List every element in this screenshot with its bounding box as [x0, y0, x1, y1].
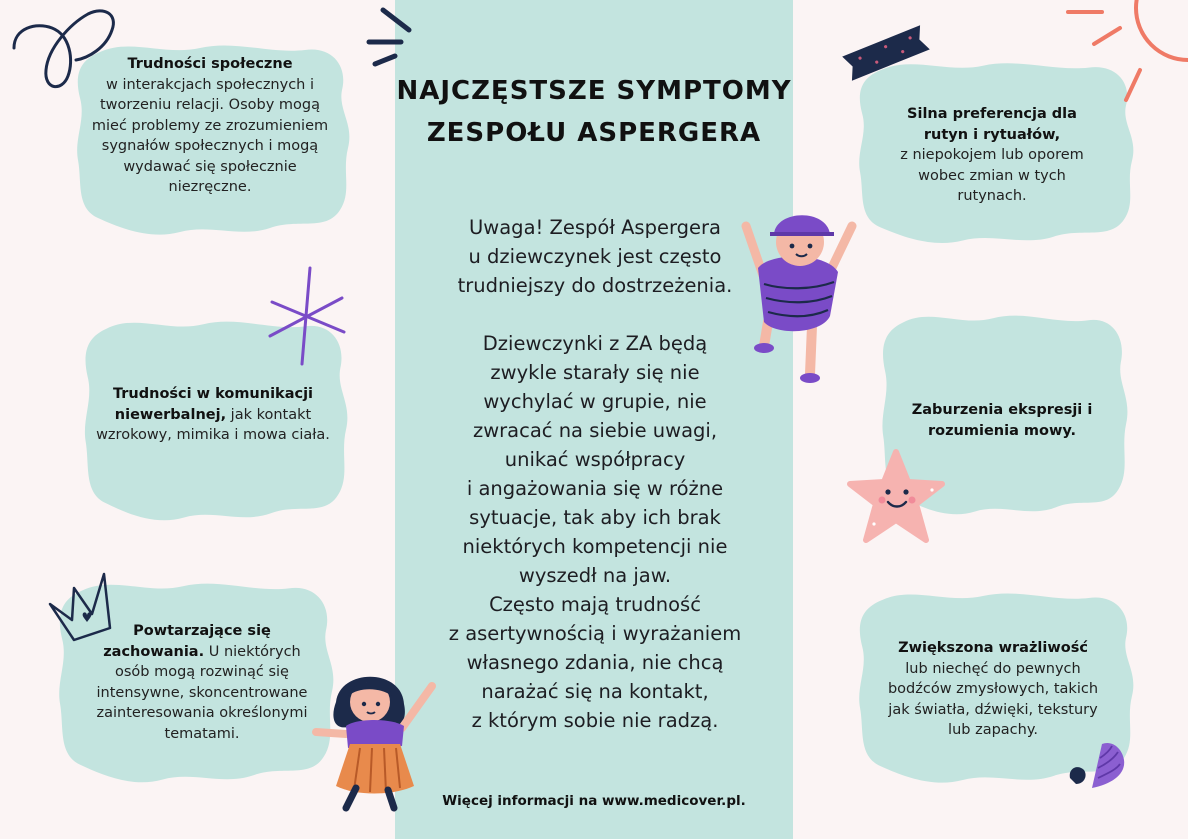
symptom-social-title: Trudności społeczne	[127, 56, 293, 72]
symptom-routine-desc: z niepokojem lub oporem wobec zmian w tych rutynach.	[900, 147, 1084, 204]
child-boy-illustration	[740, 206, 864, 388]
girls-description: Dziewczynki z ZA będą zwykle starały się nie wychylać w grupie, nie zwracać na siebie uwagi, unikać współpracy i angażowania się w różne sytuacje, tak aby ich brak niektórych kompetencji nie wyszedł na jaw. Często mają trudność z asertywnością i wyrażaniem własnego zdania, nie chcą narażać się na kontakt, z którym sobie nie radzą.	[448, 332, 742, 732]
sparkle-star-icon	[262, 262, 352, 372]
tape-strip-icon	[838, 20, 934, 86]
symptom-nonverbal-text	[93, 384, 333, 446]
dash-marks-icon	[365, 4, 425, 74]
symptom-repetitive-text	[92, 621, 312, 744]
symptom-repetitive-desc: U niektórych osób mogą rozwinąć się intensywne, skoncentrowane zainteresowania określonymi tematami.	[96, 643, 308, 742]
title-line-2: ZESPOŁU ASPERGERA	[426, 118, 762, 148]
title-line-1: NAJCZĘSTSZE SYMPTOMY	[396, 76, 792, 106]
symptom-sensory-desc: lub niechęć do pewnych bodźców zmysłowych, takich jak światła, dźwięki, tekstury lub zapachy.	[887, 660, 1099, 738]
symptom-routine-title: Silna preferencja dla rutyn i rytuałów,	[907, 106, 1077, 143]
symptom-repetitive-title: Powtarzające się zachowania.	[103, 623, 271, 660]
scribble-loop-icon	[8, 0, 128, 100]
warning-text: Uwaga! Zespół Aspergera u dziewczynek jest często trudniejszy do dostrzeżenia.	[457, 216, 733, 297]
symptom-speech-text	[902, 400, 1102, 441]
starfish-icon	[846, 448, 946, 544]
symptom-routine-text	[892, 104, 1092, 207]
symptom-sensory-title: Zwiększona wrażliwość	[898, 640, 1088, 656]
symptom-nonverbal-desc: jak kontakt wzrokowy, mimika i mowa ciała.	[96, 406, 330, 443]
symptom-speech-title: Zaburzenia ekspresji i rozumienia mowy.	[911, 402, 1093, 439]
page-title	[395, 70, 793, 154]
child-girl-illustration	[312, 662, 440, 812]
symptom-sensory-text	[882, 638, 1104, 741]
symptom-social-desc: w interakcjach społecznych i tworzeniu relacji. Osoby mogą mieć problemy ze zrozumieniem sygnałów społecznych i mogą wydawać się społecznie niezręczne.	[91, 76, 329, 195]
sun-icon	[1060, 0, 1188, 104]
symptom-nonverbal-title: Trudności w komunikacji niewerbalnej,	[112, 386, 314, 423]
crown-icon	[44, 566, 124, 646]
footer-link-text: Więcej informacji na www.medicover.pl.	[442, 793, 746, 809]
seashell-icon	[1062, 734, 1132, 794]
